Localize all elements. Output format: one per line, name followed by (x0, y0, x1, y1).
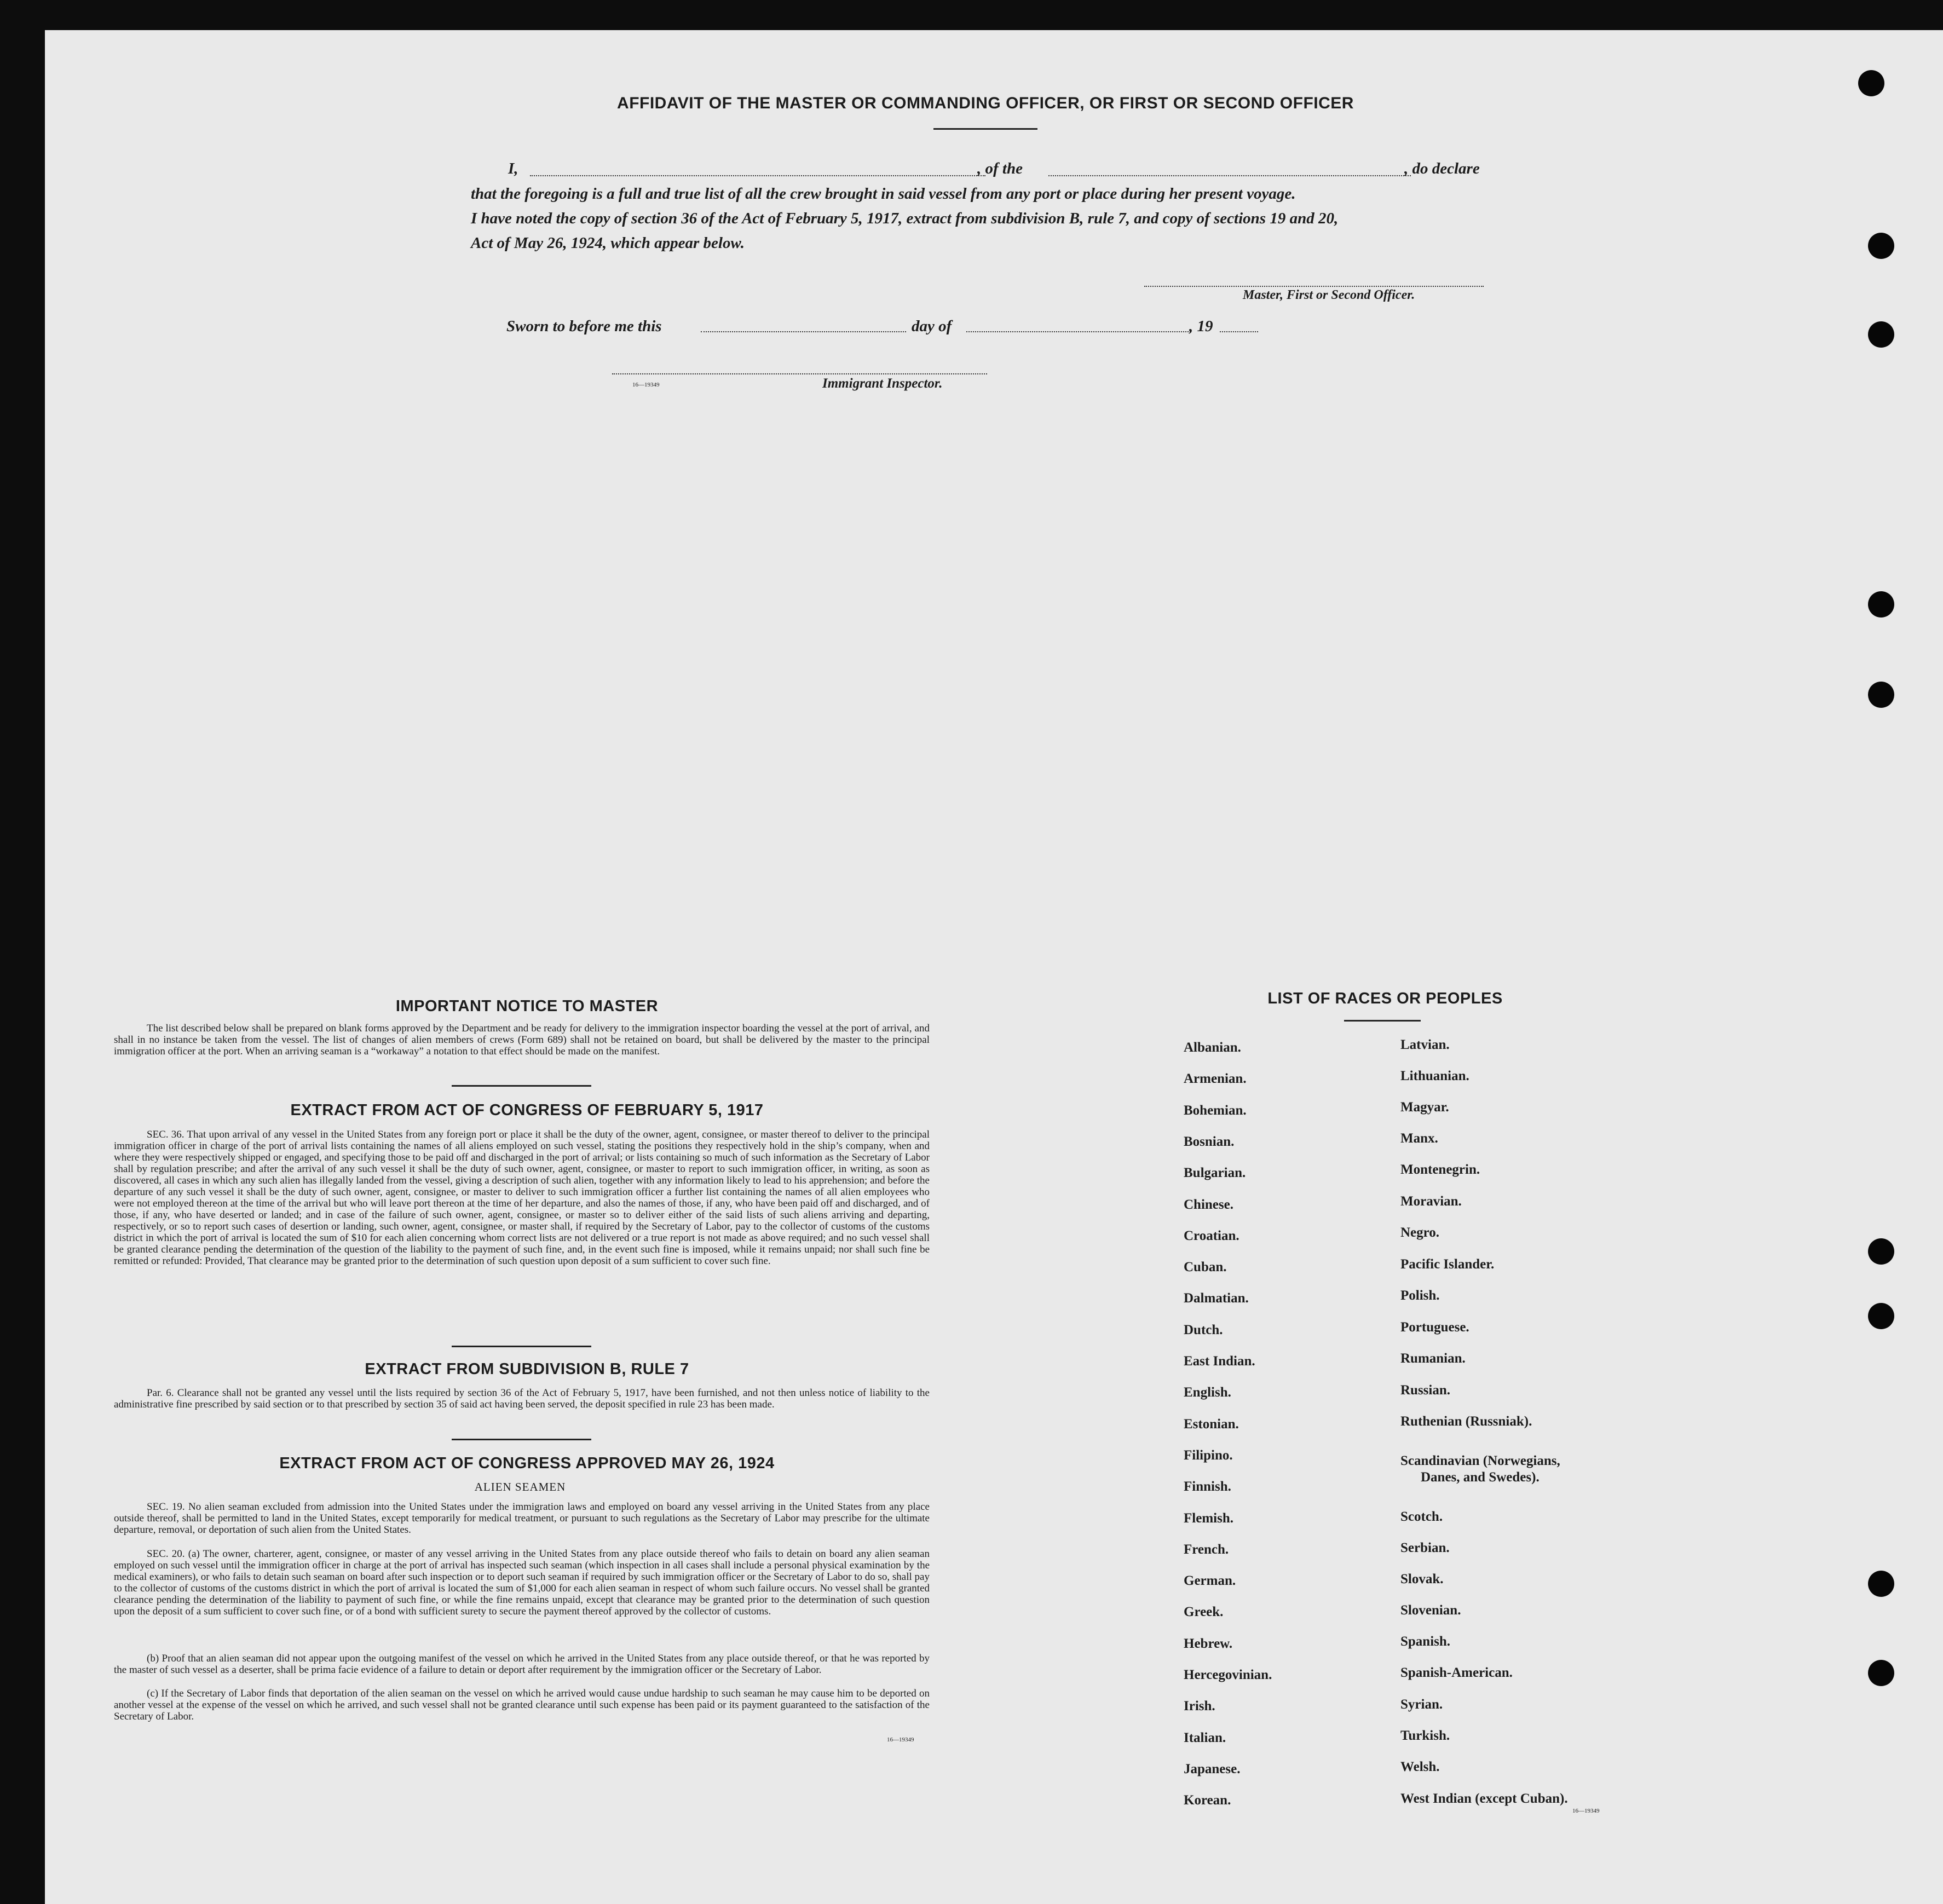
race-item: Cuban. (1184, 1260, 1227, 1275)
race-item: Korean. (1184, 1793, 1231, 1808)
binder-hole (1858, 70, 1884, 96)
race-item: Italian. (1184, 1730, 1226, 1745)
binder-hole (1868, 682, 1894, 708)
vessel-field[interactable] (1048, 175, 1411, 176)
divider (452, 1346, 591, 1347)
signature-label: Master, First or Second Officer. (1243, 288, 1415, 302)
race-item: Magyar. (1400, 1100, 1449, 1115)
binder-hole (1868, 233, 1894, 259)
race-item: Bohemian. (1184, 1103, 1247, 1118)
race-item: Slovak. (1400, 1572, 1444, 1586)
race-item: Portuguese. (1400, 1320, 1469, 1335)
race-item: Spanish-American. (1400, 1665, 1513, 1680)
race-item: Pacific Islander. (1400, 1257, 1495, 1272)
race-item: English. (1184, 1385, 1231, 1400)
binder-hole (1868, 1303, 1894, 1329)
inspector-signature-field[interactable] (612, 373, 987, 374)
affidavit-title: AFFIDAVIT OF THE MASTER OR COMMANDING OFFICER, OR FIRST OR SECOND OFFICER (617, 94, 1354, 112)
affidavit-of-the: , of the (977, 160, 1023, 177)
extract-1917-title: EXTRACT FROM ACT OF CONGRESS OF FEBRUARY 5, 1917 (290, 1101, 764, 1119)
race-item: Japanese. (1184, 1761, 1241, 1776)
notice-body: The list described below shall be prepared on blank forms approved by the Department and be ready for delivery to the immigration inspector boarding the vessel at the port of arrival, and shall in no instance be taken from the vessel. The list of changes of alien members of crews (Form 689) shall not be retained on board, but shall be delivered by the master to the principal immigration officer at the port. When an arriving seaman is a “workaway” a notation to that effect should be made on the manifest. (114, 1023, 930, 1057)
race-item: Polish. (1400, 1288, 1440, 1303)
race-item: Turkish. (1400, 1728, 1450, 1743)
race-item: Scandinavian (Norwegians, (1400, 1453, 1560, 1468)
form-number: 16—19349 (632, 382, 660, 388)
name-field[interactable] (530, 175, 985, 176)
affidavit-line-2: that the foregoing is a full and true list of all the crew brought in said vessel from any port or place during her present voyage. (471, 185, 1296, 203)
race-item: Moravian. (1400, 1194, 1462, 1209)
race-item: Albanian. (1184, 1040, 1241, 1055)
signature-field[interactable] (1144, 286, 1484, 287)
race-item: Manx. (1400, 1131, 1438, 1146)
race-item: Russian. (1400, 1383, 1451, 1398)
race-item: Latvian. (1400, 1037, 1450, 1052)
divider (1344, 1020, 1421, 1022)
affidavit-declare: , do declare (1404, 160, 1480, 177)
affidavit-line-4: Act of May 26, 1924, which appear below. (471, 234, 745, 252)
binder-hole (1868, 1571, 1894, 1597)
race-item: Danes, and Swedes). (1421, 1470, 1540, 1485)
affidavit-i: I, (508, 160, 518, 177)
sworn-day-of: day of (912, 318, 952, 335)
extract-rule7-title: EXTRACT FROM SUBDIVISION B, RULE 7 (365, 1360, 689, 1378)
affidavit-line-3: I have noted the copy of section 36 of the Act of February 5, 1917, extract from subdivision B, rule 7, and copy of sections 19 and 20, (471, 210, 1339, 227)
race-item: Rumanian. (1400, 1351, 1466, 1366)
sworn-year: , 19 (1189, 318, 1213, 335)
race-item: Slovenian. (1400, 1603, 1461, 1618)
race-item: Flemish. (1184, 1510, 1233, 1526)
race-item: Dalmatian. (1184, 1291, 1249, 1306)
race-item: Finnish. (1184, 1479, 1231, 1495)
race-item: Serbian. (1400, 1540, 1450, 1555)
race-item: East Indian. (1184, 1354, 1255, 1369)
race-item: Syrian. (1400, 1697, 1443, 1712)
races-title: LIST OF RACES OR PEOPLES (1267, 990, 1503, 1007)
race-item: Irish. (1184, 1699, 1215, 1714)
sworn-year-field[interactable] (1220, 331, 1258, 332)
race-item: Lithuanian. (1400, 1069, 1469, 1083)
binder-hole (1868, 591, 1894, 618)
race-item: Montenegrin. (1400, 1162, 1480, 1177)
race-item: Armenian. (1184, 1071, 1247, 1087)
extract-1924-subtitle: ALIEN SEAMEN (474, 1480, 566, 1493)
inspector-label: Immigrant Inspector. (822, 376, 943, 391)
race-item: Bulgarian. (1184, 1166, 1246, 1181)
race-item: Hercegovinian. (1184, 1668, 1272, 1682)
race-item: Greek. (1184, 1605, 1224, 1620)
divider (452, 1085, 591, 1087)
sworn-month-field[interactable] (966, 331, 1191, 332)
race-item: Hebrew. (1184, 1636, 1233, 1651)
race-item: Scotch. (1400, 1509, 1443, 1524)
notice-title: IMPORTANT NOTICE TO MASTER (395, 997, 659, 1015)
race-item: Spanish. (1400, 1634, 1451, 1649)
binder-hole (1868, 1660, 1894, 1686)
sec-19: SEC. 19. No alien seaman excluded from admission into the United States under the immigration laws and employed on board any vessel arriving in the United States from any place outside thereof, shall be permitted to land in the United States, except temporarily for medical treatment, or pursuant to such regulations as the Secretary of Labor may prescribe for the ultimate departure, removal, or deportation of such alien from the United States. (114, 1501, 930, 1536)
race-item: Ruthenian (Russniak). (1400, 1414, 1532, 1429)
race-item: Filipino. (1184, 1447, 1233, 1463)
sworn-text: Sworn to before me this (506, 318, 662, 335)
binder-hole (1868, 321, 1894, 348)
race-item: Chinese. (1184, 1197, 1233, 1212)
binder-hole (1868, 1238, 1894, 1265)
document-page (45, 30, 1943, 1904)
sec-20a: SEC. 20. (a) The owner, charterer, agent, consignee, or master of any vessel arriving in the United States from any place outside thereof who fails to detain on board any alien seaman employed on such vessel until the immigration officer in charge at the port of arrival has inspected such seaman (which inspection in all cases shall include a personal physical examination by the medical examiners), or who fails to detain such seaman on board after such inspection or to deport such seaman if required by such immigration officer or the Secretary of Labor to do so, shall pay to the collector of customs of the customs district in which the port of arrival is located the sum of $1,000 for each alien seaman in respect of whom such failure occurs. No vessel shall be granted clearance pending the determination of the liability to payment of such fine, or while the fine remains unpaid, except that clearance may be granted prior to the determination of such question upon the deposit of a sum sufficient to cover such fine, or of a bond with sufficient surety to secure the payment thereof approved by the collector of customs. (114, 1548, 930, 1617)
race-item: Estonian. (1184, 1416, 1239, 1432)
extract-1917-body: SEC. 36. That upon arrival of any vessel in the United States from any foreign port or place it shall be the duty of the owner, agent, consignee, or master thereof to deliver to the principal immigration officer in charge of the port of arrival lists containing the names of all aliens employed on such vessel, stating the positions they respectively hold in the ship’s company, when and where they were respectively shipped or engaged, and specifying those to be paid off and discharged in the port of arrival; or lists containing so much of such information as the Secretary of Labor shall by regulation prescribe; and after the arrival of any such vessel it shall be the duty of such owner, agent, consignee, or master to report to such immigration officer, in writing, as soon as discovered, all cases in which any such alien has illegally landed from the vessel, giving a description of such alien, together with any information likely to lead to his apprehension; and before the departure of any such vessel it shall be the duty of such owner, agent, consignee, or master to deliver to such immigration officer a further list containing the names of all alien employees who were not employed thereon at the time of the arrival but who will leave port thereon at the time of her departure, and also the names of those, if any, who have been paid off and discharged, and of those, if any, who have deserted or landed; and in case of the failure of such owner, agent, consignee, or master so to deliver either of the said lists of such aliens arriving and departing, respectively, or so to report such cases of desertion or landing, such owner, agent, consignee, or master shall, if required by the Secretary of Labor, pay to the collector of customs of the customs district in which the port of arrival is located the sum of $10 for each alien concerning whom correct lists are not delivered or a true report is not made as above required; and no such vessel shall be granted clearance pending the determination of the question of the liability to the payment of such fine, and, in the event such fine is imposed, while it remains unpaid; nor shall such fine be remitted or refunded: Provided, That clearance may be granted prior to the determination of such question upon deposit of a sum sufficient to cover such fine. (114, 1129, 930, 1267)
race-item: Welsh. (1400, 1759, 1440, 1774)
race-item: West Indian (except Cuban). (1400, 1791, 1568, 1806)
race-item: Negro. (1400, 1225, 1440, 1240)
race-item: German. (1184, 1573, 1236, 1589)
sec-20c: (c) If the Secretary of Labor finds that deportation of the alien seaman on the vessel on which he arrived would cause undue hardship to such seaman he may cause him to be deported on another vessel at the expense of the vessel on which he arrived, and such vessel shall not be granted clearance until such expense has been paid or its payment guaranteed to the satisfaction of the Secretary of Labor. (114, 1688, 930, 1722)
extract-1924-title: EXTRACT FROM ACT OF CONGRESS APPROVED MAY 26, 1924 (279, 1455, 775, 1472)
sec-20b: (b) Proof that an alien seaman did not appear upon the outgoing manifest of the vessel on which he arrived in the United States from any place outside thereof, or that he was reported by the master of such vessel as a deserter, shall be prima facie evidence of a failure to detain or deport after requirement by the immigration officer or the Secretary of Labor. (114, 1653, 930, 1676)
form-number: 16—19349 (887, 1736, 914, 1743)
form-number: 16—19349 (1572, 1808, 1600, 1814)
extract-rule7-body: Par. 6. Clearance shall not be granted any vessel until the lists required by section 36 of the Act of February 5, 1917, have been furnished, and not then unless notice of liability to the administrative fine prescribed by said section or to that prescribed by section 35 of said act having been served, the deposit specified in rule 23 has been made. (114, 1387, 930, 1410)
race-item: Croatian. (1184, 1228, 1239, 1243)
divider (452, 1439, 591, 1440)
race-item: Dutch. (1184, 1322, 1223, 1337)
divider (933, 128, 1037, 130)
race-item: French. (1184, 1542, 1229, 1557)
race-item: Bosnian. (1184, 1134, 1235, 1149)
sworn-day-field[interactable] (701, 331, 906, 332)
